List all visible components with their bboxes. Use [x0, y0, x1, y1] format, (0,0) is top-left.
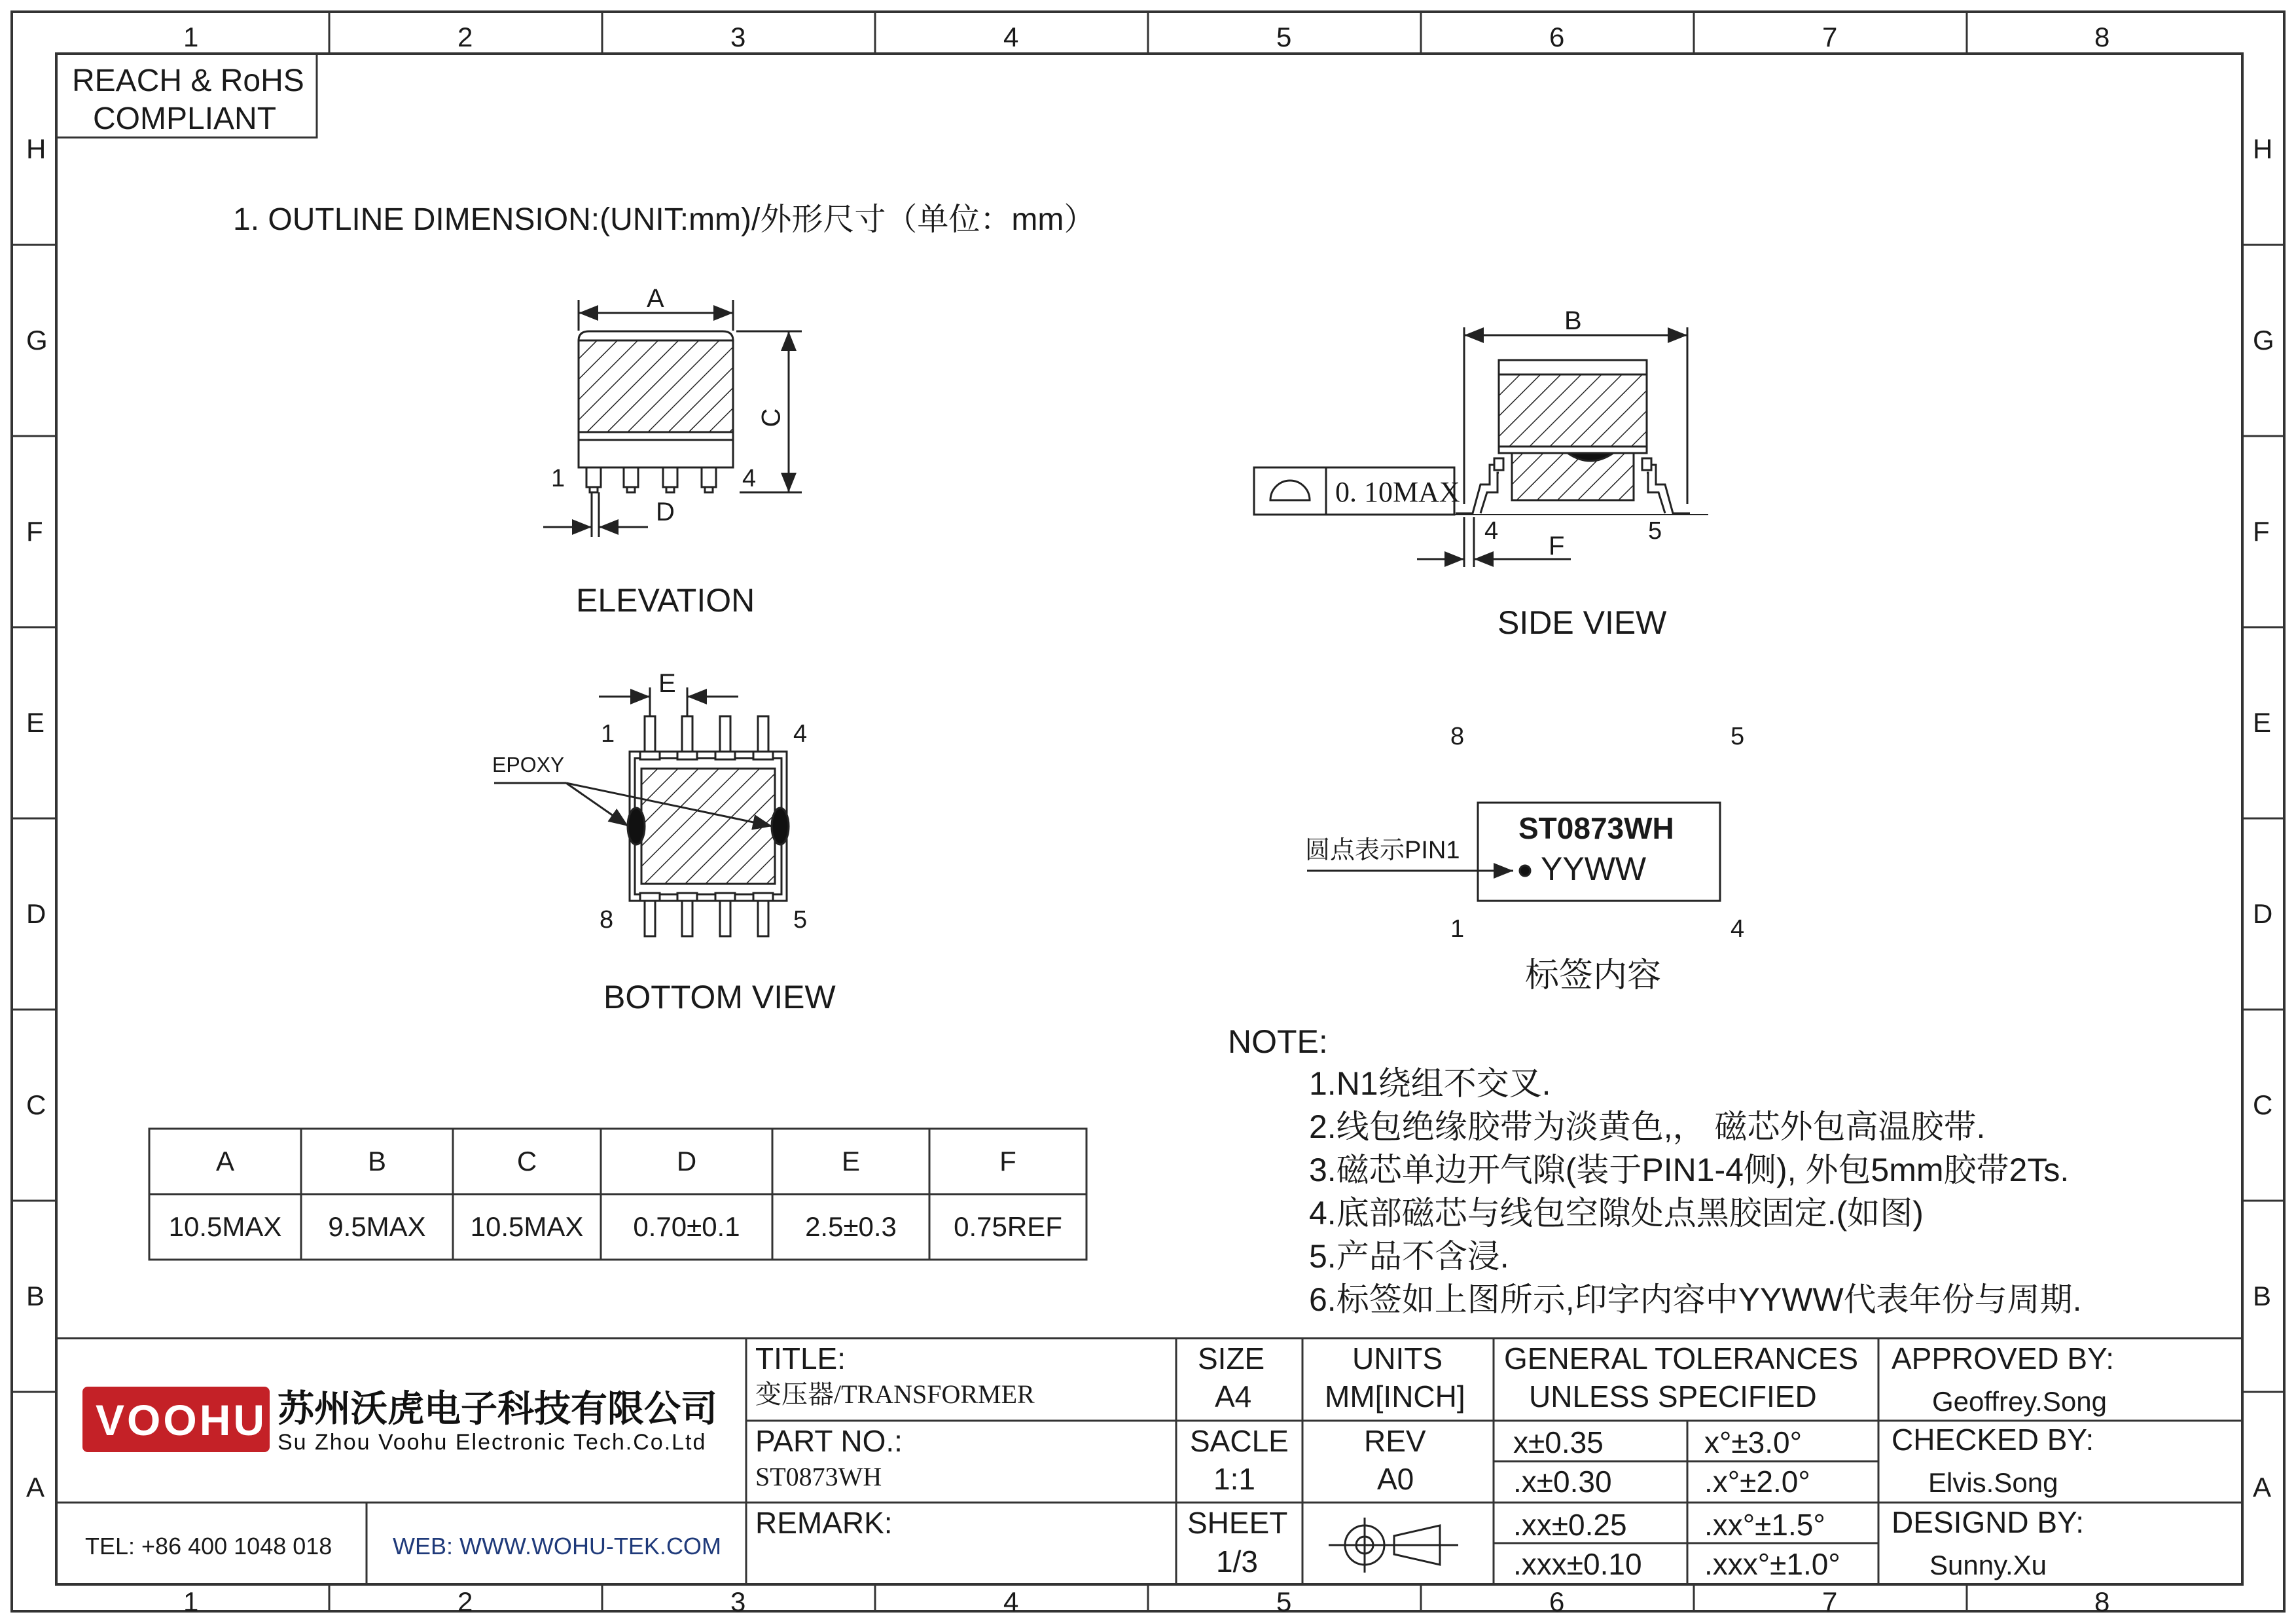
- note-1: 1.N1绕组不交叉.: [1309, 1065, 1551, 1102]
- grid-row-d-right: D: [2253, 898, 2273, 929]
- tolerances-title-1: GENERAL TOLERANCES: [1504, 1341, 1859, 1376]
- grid-row-h: H: [26, 134, 46, 164]
- grid-col-4: 4: [1003, 22, 1019, 52]
- label-pin-5: 5: [1731, 723, 1745, 750]
- elevation-caption: ELEVATION: [576, 582, 755, 619]
- tol-linear-2: .xx±0.25: [1513, 1508, 1627, 1542]
- label-date-code: YYWW: [1541, 850, 1647, 887]
- part-no-value: ST0873WH: [755, 1462, 882, 1491]
- grid-row-b-right: B: [2253, 1281, 2272, 1311]
- note-3: 3.磁芯单边开气隙(装于PIN1-4侧), 外包5mm胶带2Ts.: [1309, 1152, 2070, 1188]
- scale-label: SACLE: [1190, 1424, 1289, 1458]
- dim-value-a: 10.5MAX: [168, 1211, 282, 1242]
- note-4: 4.底部磁芯与线包空隙处点黑胶固定.(如图): [1309, 1195, 1924, 1231]
- compliance-line2: COMPLIANT: [93, 101, 277, 136]
- grid-col-7: 7: [1822, 22, 1838, 52]
- side-pin-5: 5: [1648, 517, 1662, 545]
- bottom-view-drawing: [494, 687, 789, 936]
- dim-header-f: F: [999, 1146, 1016, 1176]
- side-pin-4: 4: [1484, 517, 1499, 545]
- tol-linear-1: .x±0.30: [1513, 1465, 1612, 1499]
- bottom-dim-e: E: [658, 669, 676, 698]
- grid-row-c: C: [26, 1089, 46, 1120]
- grid-row-d: D: [26, 898, 46, 929]
- part-no-label: PART NO.:: [755, 1424, 903, 1458]
- grid-row-e-right: E: [2253, 707, 2272, 738]
- remark-label: REMARK:: [755, 1506, 893, 1540]
- title-value: 变压器/TRANSFORMER: [755, 1379, 1035, 1409]
- dim-value-c: 10.5MAX: [470, 1211, 584, 1242]
- tol-linear-0: x±0.35: [1513, 1425, 1604, 1459]
- rev-label: REV: [1364, 1424, 1426, 1458]
- side-dim-f: F: [1549, 532, 1565, 560]
- size-label: SIZE: [1198, 1341, 1265, 1376]
- projection-symbol-icon: [1329, 1518, 1458, 1573]
- dim-header-d: D: [676, 1146, 697, 1176]
- note-6: 6.标签如上图所示,印字内容中YYWW代表年份与周期.: [1309, 1281, 2082, 1318]
- grid-row-g: G: [26, 325, 48, 356]
- elevation-dim-c: C: [757, 408, 786, 428]
- dim-header-a: A: [215, 1146, 234, 1176]
- grid-row-b: B: [26, 1281, 45, 1311]
- note-5: 5.产品不含浸.: [1309, 1238, 1509, 1275]
- company-web-link[interactable]: WEB: WWW.WOHU-TEK.COM: [393, 1533, 721, 1559]
- checked-by-label: CHECKED BY:: [1892, 1423, 2094, 1457]
- designed-by-name: Sunny.Xu: [1929, 1550, 2047, 1580]
- grid-col-2-bottom: 2: [457, 1586, 473, 1617]
- grid-col-6-bottom: 6: [1549, 1586, 1565, 1617]
- sheet-value: 1/3: [1216, 1544, 1258, 1578]
- side-view-drawing: [1254, 327, 1708, 567]
- dim-value-d: 0.70±0.1: [633, 1211, 740, 1242]
- elevation-dim-d: D: [656, 498, 675, 526]
- grid-row-c-right: C: [2253, 1089, 2273, 1120]
- section-title: 1. OUTLINE DIMENSION:(UNIT:mm)/外形尺寸（单位：mm）: [233, 202, 1096, 237]
- label-pin-4: 4: [1731, 915, 1745, 943]
- grid-row-g-right: G: [2253, 325, 2274, 356]
- label-caption: 标签内容: [1525, 957, 1662, 994]
- checked-by-name: Elvis.Song: [1928, 1467, 2058, 1498]
- company-name-cn: 苏州沃虎电子科技有限公司: [278, 1388, 717, 1429]
- bottom-pin-1: 1: [601, 720, 615, 748]
- bottom-view-caption: BOTTOM VIEW: [603, 979, 836, 1015]
- grid-col-1: 1: [183, 22, 199, 52]
- dim-header-e: E: [841, 1146, 860, 1176]
- bottom-pin-5: 5: [793, 906, 808, 934]
- dim-header-c: C: [516, 1146, 537, 1176]
- size-value: A4: [1215, 1379, 1252, 1413]
- dim-value-b: 9.5MAX: [328, 1211, 426, 1242]
- company-tel: TEL: +86 400 1048 018: [85, 1533, 332, 1559]
- side-flatness-value: 0. 10MAX: [1335, 476, 1460, 508]
- designed-by-label: DESIGND BY:: [1892, 1505, 2084, 1539]
- grid-row-h-right: H: [2253, 134, 2273, 164]
- company-name-en: Su Zhou Voohu Electronic Tech.Co.Ltd: [278, 1430, 707, 1455]
- rev-value: A0: [1377, 1462, 1414, 1496]
- units-label: UNITS: [1352, 1341, 1443, 1376]
- grid-col-8: 8: [2094, 22, 2110, 52]
- label-pin-1: 1: [1450, 915, 1465, 943]
- tol-angular-1: .x°±2.0°: [1704, 1465, 1810, 1499]
- tol-linear-3: .xxx±0.10: [1513, 1547, 1642, 1581]
- elevation-pin-1: 1: [551, 465, 565, 492]
- approved-by-label: APPROVED BY:: [1892, 1341, 2115, 1376]
- sheet-label: SHEET: [1187, 1506, 1288, 1540]
- grid-col-6: 6: [1549, 22, 1565, 52]
- grid-col-7-bottom: 7: [1822, 1586, 1838, 1617]
- side-dim-b: B: [1564, 306, 1582, 335]
- bottom-pin-8: 8: [600, 906, 614, 934]
- grid-row-f: F: [26, 516, 43, 547]
- grid-col-4-bottom: 4: [1003, 1586, 1019, 1617]
- approved-by-name: Geoffrey.Song: [1932, 1386, 2107, 1417]
- grid-col-8-bottom: 8: [2094, 1586, 2110, 1617]
- label-part-number: ST0873WH: [1518, 811, 1674, 845]
- grid-col-5-bottom: 5: [1276, 1586, 1292, 1617]
- grid-row-a-right: A: [2253, 1472, 2272, 1503]
- tol-angular-3: .xxx°±1.0°: [1704, 1547, 1840, 1581]
- grid-col-1-bottom: 1: [183, 1586, 199, 1617]
- grid-row-a: A: [26, 1472, 45, 1503]
- elevation-pin-4: 4: [742, 465, 757, 492]
- note-2: 2.线包绝缘胶带为淡黄色,， 磁芯外包高温胶带.: [1309, 1108, 1986, 1145]
- scale-value: 1:1: [1213, 1462, 1255, 1496]
- dim-value-f: 0.75REF: [954, 1211, 1062, 1242]
- units-value: MM[INCH]: [1325, 1379, 1465, 1413]
- grid-col-3-bottom: 3: [730, 1586, 746, 1617]
- label-pin1-dot-note: 圆点表示PIN1: [1305, 837, 1460, 864]
- grid-col-5: 5: [1276, 22, 1292, 52]
- grid-row-e: E: [26, 707, 45, 738]
- grid-col-2: 2: [457, 22, 473, 52]
- side-view-caption: SIDE VIEW: [1498, 604, 1667, 641]
- tol-angular-2: .xx°±1.5°: [1704, 1508, 1825, 1542]
- grid-col-3: 3: [730, 22, 746, 52]
- dim-value-e: 2.5±0.3: [805, 1211, 897, 1242]
- bottom-pin-4: 4: [793, 720, 808, 748]
- voohu-logo: VOOHU: [96, 1396, 268, 1444]
- compliance-line1: REACH & RoHS: [72, 64, 304, 98]
- grid-row-f-right: F: [2253, 516, 2270, 547]
- dim-header-b: B: [367, 1146, 386, 1176]
- tolerances-title-2: UNLESS SPECIFIED: [1529, 1379, 1817, 1413]
- tol-angular-0: x°±3.0°: [1704, 1425, 1802, 1459]
- elevation-dim-a: A: [647, 284, 664, 313]
- notes-title: NOTE:: [1228, 1023, 1328, 1060]
- bottom-epoxy-label: EPOXY: [492, 753, 565, 776]
- label-pin-8: 8: [1450, 723, 1465, 750]
- title-label: TITLE:: [755, 1341, 846, 1376]
